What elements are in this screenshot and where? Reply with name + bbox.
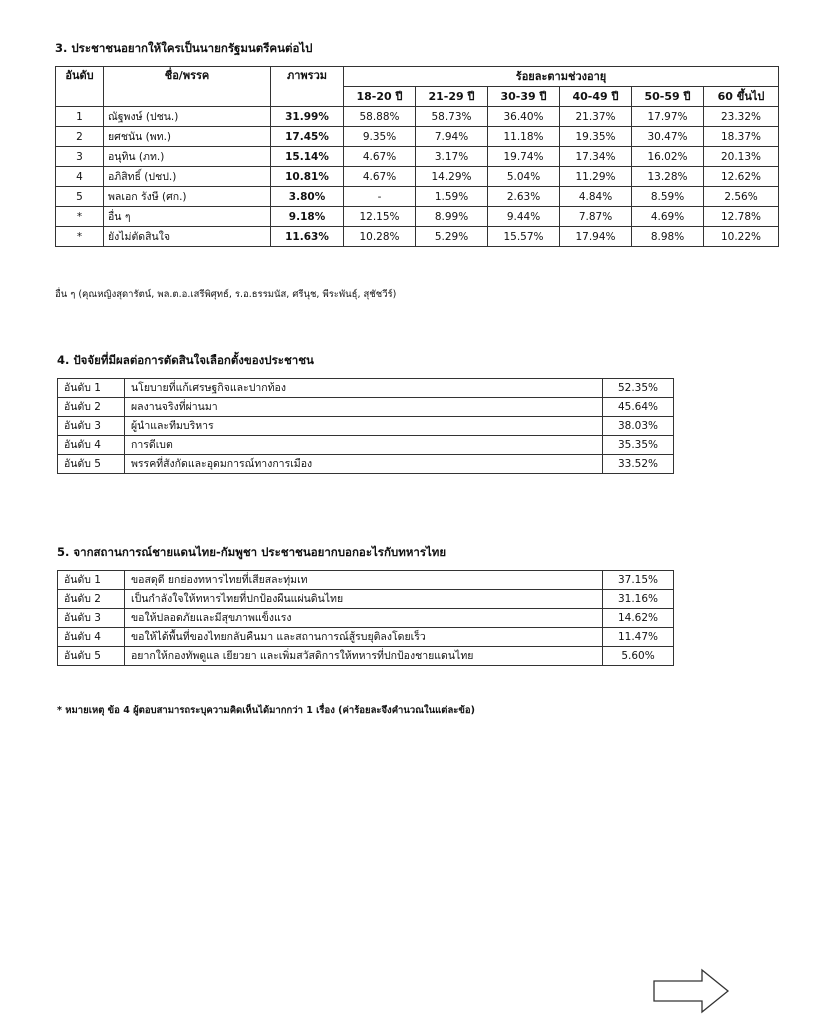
name-cell: อภิสิทธิ์ (ปชป.) — [104, 167, 271, 187]
age-value-cell: 9.35% — [344, 127, 416, 147]
rank-cell: 5 — [56, 187, 104, 207]
value-cell: 14.62% — [603, 609, 674, 628]
rank-cell: อันดับ 2 — [58, 398, 125, 417]
rank-cell: อันดับ 5 — [58, 455, 125, 474]
section3-note: อื่น ๆ (คุณหญิงสุดารัตน์, พล.ต.อ.เสรีพิศุทธ์, ร.อ.ธรรมนัส, ศรีนุช, พีระพันธุ์, สุชัชวีร์) — [55, 289, 397, 300]
table-row — [58, 647, 674, 666]
age-value-cell: 2.56% — [704, 187, 779, 207]
age-value-cell: 20.13% — [704, 147, 779, 167]
header-overall: ภาพรวม — [271, 67, 344, 107]
table-row — [56, 167, 779, 187]
age-value-cell: 8.98% — [632, 227, 704, 247]
value-cell: 35.35% — [603, 436, 674, 455]
age-value-cell: 9.44% — [488, 207, 560, 227]
age-value-cell: 11.29% — [560, 167, 632, 187]
age-value-cell: 14.29% — [416, 167, 488, 187]
value-cell: 38.03% — [603, 417, 674, 436]
age-value-cell: 5.04% — [488, 167, 560, 187]
overall-cell: 31.99% — [271, 107, 344, 127]
age-value-cell: 2.63% — [488, 187, 560, 207]
header-age: 30-39 ปี — [488, 87, 560, 107]
message-to-soldiers-table — [57, 570, 674, 666]
value-cell: 31.16% — [603, 590, 674, 609]
age-value-cell: 1.59% — [416, 187, 488, 207]
age-value-cell: 8.99% — [416, 207, 488, 227]
name-cell: ยศชนัน (พท.) — [104, 127, 271, 147]
age-value-cell: 17.34% — [560, 147, 632, 167]
overall-cell: 10.81% — [271, 167, 344, 187]
age-value-cell: 4.67% — [344, 167, 416, 187]
age-value-cell: 58.88% — [344, 107, 416, 127]
age-value-cell: 12.78% — [704, 207, 779, 227]
label-cell: ขอให้ปลอดภัยและมีสุขภาพแข็งแรง — [125, 609, 603, 628]
rank-cell: อันดับ 2 — [58, 590, 125, 609]
age-value-cell: - — [344, 187, 416, 207]
value-cell: 37.15% — [603, 571, 674, 590]
age-value-cell: 11.18% — [488, 127, 560, 147]
age-value-cell: 17.97% — [632, 107, 704, 127]
table-row — [58, 379, 674, 398]
age-value-cell: 23.32% — [704, 107, 779, 127]
section5-note: * หมายเหตุ ข้อ 4 ผู้ตอบสามารถระบุความคิดเห็นได้มากกว่า 1 เรื่อง (ค่าร้อยละจึงคำนวณในแต่ละข้อ) — [57, 705, 475, 716]
age-value-cell: 19.74% — [488, 147, 560, 167]
rank-cell: อันดับ 3 — [58, 417, 125, 436]
rank-cell: 3 — [56, 147, 104, 167]
header-age: 40-49 ปี — [560, 87, 632, 107]
value-cell: 45.64% — [603, 398, 674, 417]
table-row — [56, 187, 779, 207]
age-value-cell: 12.62% — [704, 167, 779, 187]
table-row — [58, 609, 674, 628]
rank-cell: อันดับ 3 — [58, 609, 125, 628]
table-row — [58, 417, 674, 436]
header-age: 18-20 ปี — [344, 87, 416, 107]
age-value-cell: 58.73% — [416, 107, 488, 127]
age-value-cell: 13.28% — [632, 167, 704, 187]
age-value-cell: 4.69% — [632, 207, 704, 227]
age-value-cell: 4.67% — [344, 147, 416, 167]
label-cell: ผู้นำและทีมบริหาร — [125, 417, 603, 436]
rank-cell: อันดับ 4 — [58, 436, 125, 455]
rank-cell: 2 — [56, 127, 104, 147]
name-cell: พลเอก รังษี (ศก.) — [104, 187, 271, 207]
value-cell: 33.52% — [603, 455, 674, 474]
table-row — [58, 628, 674, 647]
age-value-cell: 16.02% — [632, 147, 704, 167]
pm-preference-table — [55, 66, 779, 247]
table-row — [58, 455, 674, 474]
label-cell: ขอให้ได้พื้นที่ของไทยกลับคืนมา และสถานการณ์สู้รบยุติลงโดยเร็ว — [125, 628, 603, 647]
age-value-cell: 3.17% — [416, 147, 488, 167]
name-cell: ยังไม่ตัดสินใจ — [104, 227, 271, 247]
header-age: 60 ขึ้นไป — [704, 87, 779, 107]
table-row — [56, 107, 779, 127]
label-cell: ขอสดุดี ยกย่องทหารไทยที่เสียสละทุ่มเท — [125, 571, 603, 590]
age-value-cell: 7.87% — [560, 207, 632, 227]
right-arrow-icon[interactable] — [652, 968, 730, 1014]
header-age: 50-59 ปี — [632, 87, 704, 107]
header-name: ชื่อ/พรรค — [104, 67, 271, 107]
decision-factors-table — [57, 378, 674, 474]
age-value-cell: 4.84% — [560, 187, 632, 207]
table-row — [58, 436, 674, 455]
overall-cell: 17.45% — [271, 127, 344, 147]
name-cell: อนุทิน (ภท.) — [104, 147, 271, 167]
value-cell: 5.60% — [603, 647, 674, 666]
section5-title: 5. จากสถานการณ์ชายแดนไทย-กัมพูชา ประชาชนอยากบอกอะไรกับทหารไทย — [57, 545, 447, 559]
rank-cell: * — [56, 227, 104, 247]
rank-cell: อันดับ 4 — [58, 628, 125, 647]
rank-cell: * — [56, 207, 104, 227]
rank-cell: อันดับ 1 — [58, 379, 125, 398]
label-cell: เป็นกำลังใจให้ทหารไทยที่ปกป้องผืนแผ่นดินไทย — [125, 590, 603, 609]
overall-cell: 15.14% — [271, 147, 344, 167]
header-age: 21-29 ปี — [416, 87, 488, 107]
table-row — [56, 147, 779, 167]
value-cell: 52.35% — [603, 379, 674, 398]
section3-title: 3. ประชาชนอยากให้ใครเป็นนายกรัฐมนตรีคนต่อไป — [55, 41, 313, 55]
age-value-cell: 10.28% — [344, 227, 416, 247]
header-age-group: ร้อยละตามช่วงอายุ — [344, 67, 779, 87]
overall-cell: 3.80% — [271, 187, 344, 207]
age-value-cell: 5.29% — [416, 227, 488, 247]
label-cell: การดีเบต — [125, 436, 603, 455]
table-row — [58, 571, 674, 590]
overall-cell: 11.63% — [271, 227, 344, 247]
header-rank: อันดับ — [56, 67, 104, 107]
name-cell: ณัฐพงษ์ (ปชน.) — [104, 107, 271, 127]
age-value-cell: 36.40% — [488, 107, 560, 127]
age-value-cell: 7.94% — [416, 127, 488, 147]
age-value-cell: 19.35% — [560, 127, 632, 147]
age-value-cell: 21.37% — [560, 107, 632, 127]
rank-cell: 4 — [56, 167, 104, 187]
table-row — [56, 227, 779, 247]
age-value-cell: 17.94% — [560, 227, 632, 247]
age-value-cell: 15.57% — [488, 227, 560, 247]
age-value-cell: 12.15% — [344, 207, 416, 227]
overall-cell: 9.18% — [271, 207, 344, 227]
label-cell: พรรคที่สังกัดและอุดมการณ์ทางการเมือง — [125, 455, 603, 474]
rank-cell: 1 — [56, 107, 104, 127]
rank-cell: อันดับ 5 — [58, 647, 125, 666]
section4-title: 4. ปัจจัยที่มีผลต่อการตัดสินใจเลือกตั้งของประชาชน — [57, 353, 314, 367]
table-row — [58, 590, 674, 609]
table-row — [56, 127, 779, 147]
label-cell: นโยบายที่แก้เศรษฐกิจและปากท้อง — [125, 379, 603, 398]
age-value-cell: 10.22% — [704, 227, 779, 247]
name-cell: อื่น ๆ — [104, 207, 271, 227]
table-row — [58, 398, 674, 417]
rank-cell: อันดับ 1 — [58, 571, 125, 590]
age-value-cell: 30.47% — [632, 127, 704, 147]
label-cell: ผลงานจริงที่ผ่านมา — [125, 398, 603, 417]
label-cell: อยากให้กองทัพดูแล เยียวยา และเพิ่มสวัสดิการให้ทหารที่ปกป้องชายแดนไทย — [125, 647, 603, 666]
table-row — [56, 207, 779, 227]
age-value-cell: 8.59% — [632, 187, 704, 207]
age-value-cell: 18.37% — [704, 127, 779, 147]
value-cell: 11.47% — [603, 628, 674, 647]
